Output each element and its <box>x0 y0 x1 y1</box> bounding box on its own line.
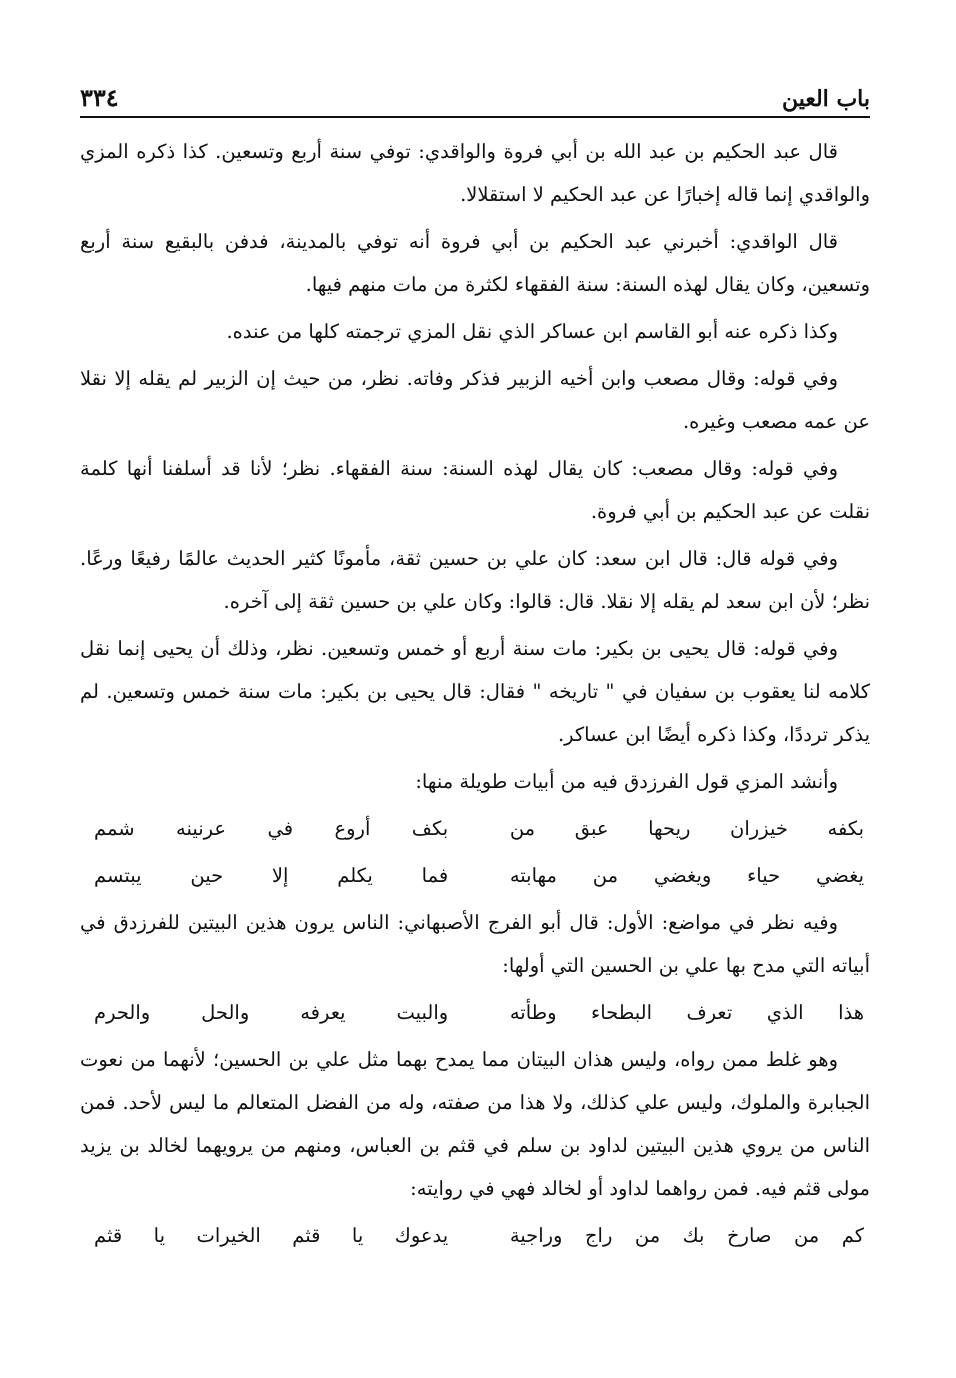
poetry-verse-2 <box>80 854 870 897</box>
page-header <box>80 72 870 112</box>
paragraph-8: وأنشد المزي قول الفرزدق فيه من أبيات طويلة منها: <box>415 770 838 793</box>
paragraph-9: وفيه نظر في مواضع: الأول: قال أبو الفرج الأصبهاني: الناس يرون هذين البيتين للفرزدق في أبياته التي مدح بها علي بن الحسين التي أولها: <box>80 911 870 977</box>
poetry-verse-3 <box>80 991 870 1034</box>
paragraph-6: وفي قوله قال: قال ابن سعد: كان علي بن حسين ثقة، مأمونًا كثير الحديث عالمًا رفيعًا ورعًا. نظر؛ لأن ابن سعد لم يقله إلا نقلا. قال: قالوا: وكان علي بن حسين ثقة إلى آخره. <box>80 547 870 613</box>
paragraph-5: وفي قوله: وقال مصعب: كان يقال لهذه السنة: سنة الفقهاء. نظر؛ لأنا قد أسلفنا أنها كلمة نقلت عن عبد الحكيم بن أبي فروة. <box>80 457 870 523</box>
document-page <box>80 72 870 1261</box>
page-number: ٣٣٤ <box>80 83 119 112</box>
verse-first-hemistich: يغضي حياء ويغضي من مهابته <box>509 864 864 887</box>
verse-second-hemistich: فما يكلم إلا حين يبتسم <box>94 864 449 887</box>
paragraph-7: وفي قوله: قال يحيى بن بكير: مات سنة أربع أو خمس وتسعين. نظر، وذلك أن يحيى إنما نقل كلامه لنا يعقوب بن سفيان في " تاريخه " فقال: قال يحيى بن بكير: مات سنة خمس وتسعين. لم يذكر ترددًا، وكذا ذكره أيضًا ابن عساكر. <box>80 637 870 746</box>
paragraph-10: وهو غلط ممن رواه، وليس هذان البيتان مما يمدح بهما مثل علي بن الحسين؛ لأنهما من نعوت الجبابرة والملوك، وليس علي كذلك، ولا هذا من صفته، وله من الفضل المتعالم ما ليس لأحد. فمن الناس من يروي هذين البيتين لداود بن سلم في قثم بن العباس، ومنهم من يرويهما لخالد بن يزيد مولى قثم فيه. فمن رواهما لداود أو لخالد فهي في روايته: <box>80 1048 870 1200</box>
verse-second-hemistich: والبيت يعرفه والحل والحرم <box>94 1001 449 1024</box>
verse-second-hemistich: يدعوك يا قثم الخيرات يا قثم <box>94 1224 449 1247</box>
paragraph-2: قال الواقدي: أخبرني عبد الحكيم بن أبي فروة أنه توفي بالمدينة، فدفن بالبقيع سنة أربع وتسعين، وكان يقال لهذه السنة: سنة الفقهاء لكثرة من مات منهم فيها. <box>80 230 870 296</box>
paragraph-4: وفي قوله: وقال مصعب وابن أخيه الزبير فذكر وفاته. نظر، من حيث إن الزبير لم يقله إلا نقلا عن عمه مصعب وغيره. <box>80 367 870 433</box>
paragraph-3: وكذا ذكره عنه أبو القاسم ابن عساكر الذي نقل المزي ترجمته كلها من عنده. <box>226 320 838 343</box>
header-rule <box>80 116 870 118</box>
poetry-verse-4 <box>80 1214 870 1257</box>
verse-second-hemistich: بكف أروع في عرنينه شمم <box>94 817 449 840</box>
verse-first-hemistich: بكفه خيزران ريحها عبق من <box>509 817 864 840</box>
section-title: باب العين <box>781 86 870 112</box>
verse-first-hemistich: كم من صارخ بك من راج وراجية <box>509 1224 864 1247</box>
poetry-verse-1 <box>80 807 870 850</box>
verse-first-hemistich: هذا الذي تعرف البطحاء وطأته <box>509 1001 864 1024</box>
paragraph-1: قال عبد الحكيم بن عبد الله بن أبي فروة والواقدي: توفي سنة أربع وتسعين. كذا ذكره المزي والواقدي إنما قاله إخبارًا عن عبد الحكيم لا استقلالا. <box>80 140 870 206</box>
